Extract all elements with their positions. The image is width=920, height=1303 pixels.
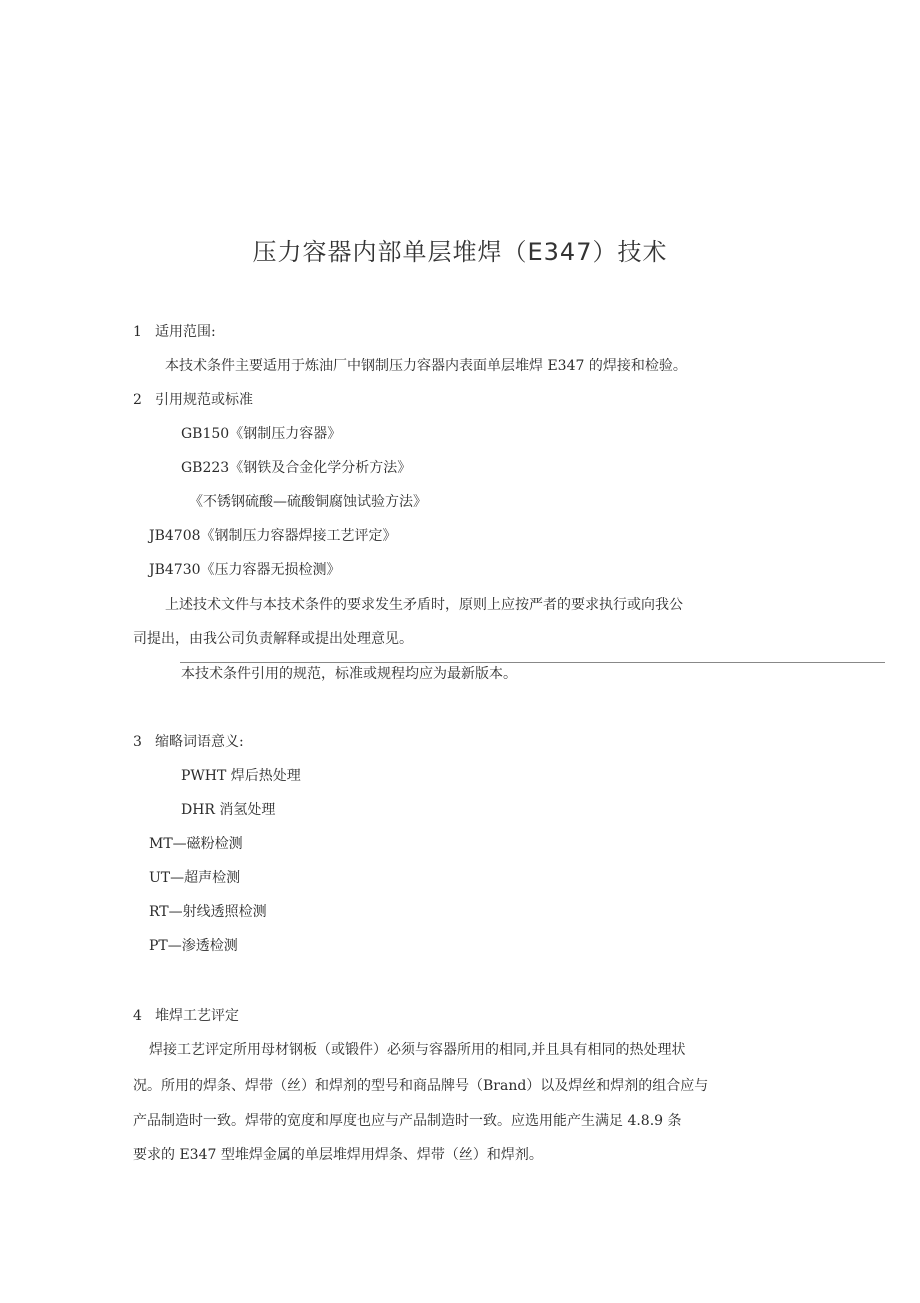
reference-item: GB223《钢铁及合金化学分析方法》 <box>181 460 412 476</box>
section-1-heading <box>133 323 216 341</box>
abbreviation-item: RT—射线透照检测 <box>149 904 267 920</box>
abbreviation-item: DHR 消氢处理 <box>181 802 276 818</box>
abbreviation-item: PWHT 焊后热处理 <box>181 768 301 784</box>
section-2-paragraph-line: 上述技术文件与本技术条件的要求发生矛盾时，原则上应按严者的要求执行或向我公 <box>165 597 683 613</box>
horizontal-rule <box>180 662 885 663</box>
section-heading-text: 引用规范或标准 <box>155 392 253 408</box>
section-4-paragraph-line: 产品制造时一致。焊带的宽度和厚度也应与产品制造时一致。应选用能产生满足 4.8.9 条 <box>133 1113 682 1129</box>
section-number: 1 <box>133 324 142 340</box>
section-2-paragraph-line: 司提出，由我公司负责解释或提出处理意见。 <box>133 631 413 647</box>
section-4-heading <box>133 1007 239 1025</box>
section-1-paragraph: 本技术条件主要适用于炼油厂中钢制压力容器内表面单层堆焊 E347 的焊接和检验。 <box>165 358 687 374</box>
abbreviation-item: PT—渗透检测 <box>149 938 238 954</box>
section-number: 3 <box>133 734 142 750</box>
section-number: 2 <box>133 392 142 408</box>
section-heading-text: 堆焊工艺评定 <box>155 1008 239 1024</box>
reference-item: JB4730《压力容器无损检测》 <box>149 562 341 578</box>
reference-item: 《不锈钢硫酸—硫酸铜腐蚀试验方法》 <box>189 494 427 510</box>
section-heading-text: 缩略词语意义: <box>155 734 244 750</box>
section-4-paragraph-line: 况。所用的焊条、焊带（丝）和焊剂的型号和商品牌号（Brand）以及焊丝和焊剂的组合应与 <box>133 1078 709 1094</box>
section-4-paragraph-line: 焊接工艺评定所用母材钢板（或锻件）必须与容器所用的相同,并且具有相同的热处理状 <box>149 1042 686 1058</box>
document-title: 压力容器内部单层堆焊（E347）技术 <box>252 238 668 266</box>
section-4-paragraph-line: 要求的 E347 型堆焊金属的单层堆焊用焊条、焊带（丝）和焊剂。 <box>133 1147 543 1163</box>
reference-item: JB4708《钢制压力容器焊接工艺评定》 <box>149 528 397 544</box>
abbreviation-item: UT—超声检测 <box>149 870 241 886</box>
section-3-heading <box>133 733 244 751</box>
section-2-paragraph-line: 本技术条件引用的规范，标准或规程均应为最新版本。 <box>181 666 517 682</box>
abbreviation-item: MT—磁粉检测 <box>149 836 243 852</box>
section-heading-text: 适用范围: <box>155 324 216 340</box>
reference-item: GB150《钢制压力容器》 <box>181 426 342 442</box>
section-2-heading <box>133 391 253 409</box>
section-number: 4 <box>133 1008 142 1024</box>
